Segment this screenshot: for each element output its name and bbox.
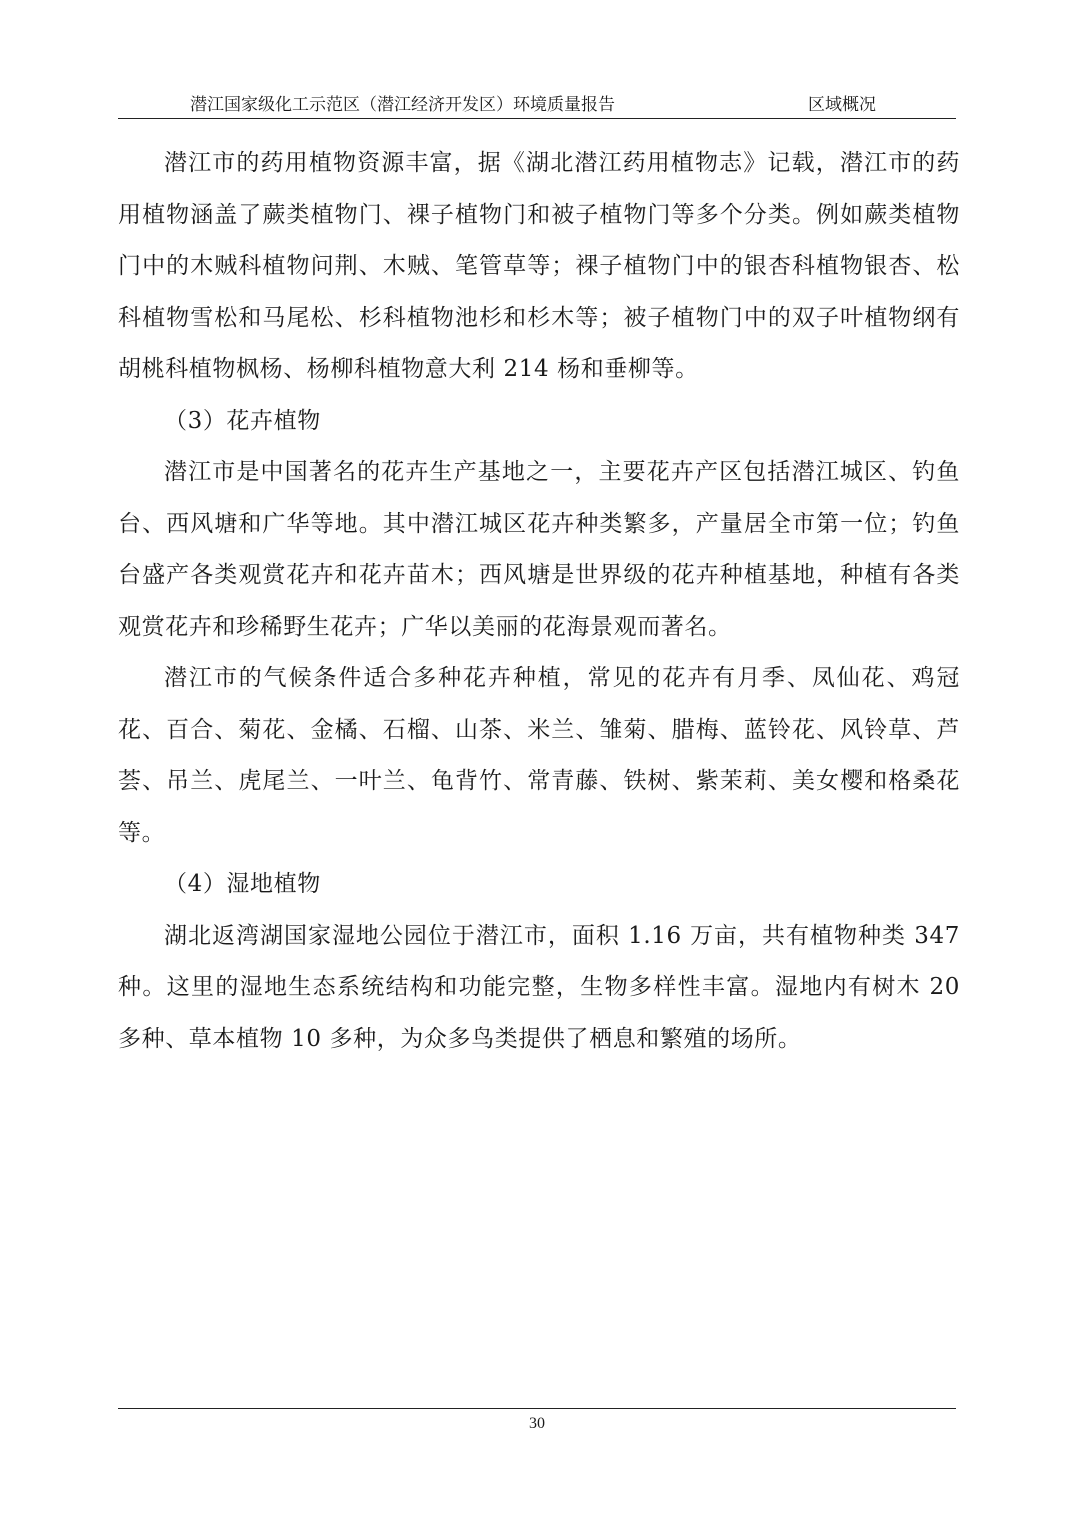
- paragraph-wetland-park: 湖北返湾湖国家湿地公园位于潜江市，面积 1.16 万亩，共有植物种类 347 种。这里的湿地生态系统结构和功能完整，生物多样性丰富。湿地内有树木 20 多种、草本植物 10 多种，为众多鸟类提供了栖息和繁殖的场所。: [118, 922, 960, 1052]
- header-title: 潜江国家级化工示范区（潜江经济开发区）环境质量报告: [190, 95, 615, 115]
- subheading-wetland-plants: （4）湿地植物: [164, 871, 321, 897]
- paragraph-flower-production: 潜江市是中国著名的花卉生产基地之一，主要花卉产区包括潜江城区、钓鱼台、西风塘和广华等地。其中潜江城区花卉种类繁多，产量居全市第一位；钓鱼台盛产各类观赏花卉和花卉苗木；西风塘是世界级的花卉种植基地，种植有各类观赏花卉和珍稀野生花卉；广华以美丽的花海景观而著名。: [118, 459, 960, 640]
- header-divider: [118, 118, 956, 119]
- page-header: [118, 92, 956, 118]
- page-number: 30: [529, 1415, 545, 1432]
- paragraph-medicinal-plants: 潜江市的药用植物资源丰富，据《湖北潜江药用植物志》记载，潜江市的药用植物涵盖了蕨类植物门、裸子植物门和被子植物门等多个分类。例如蕨类植物门中的木贼科植物问荆、木贼、笔管草等；裸子植物门中的银杏科植物银杏、松科植物雪松和马尾松、杉科植物池杉和杉木等；被子植物门中的双子叶植物纲有胡桃科植物枫杨、杨柳科植物意大利 214 杨和垂柳等。: [118, 150, 960, 382]
- document-body: [118, 138, 960, 1065]
- header-section-name: 区域概况: [808, 95, 876, 115]
- footer-divider: [118, 1408, 956, 1409]
- subheading-flower-plants: （3）花卉植物: [164, 407, 321, 434]
- paragraph-common-flowers: 潜江市的气候条件适合多种花卉种植，常见的花卉有月季、凤仙花、鸡冠花、百合、菊花、金橘、石榴、山茶、米兰、雏菊、腊梅、蓝铃花、风铃草、芦荟、吊兰、虎尾兰、一叶兰、龟背竹、常青藤、铁树、紫茉莉、美女樱和格桑花等。: [118, 665, 960, 846]
